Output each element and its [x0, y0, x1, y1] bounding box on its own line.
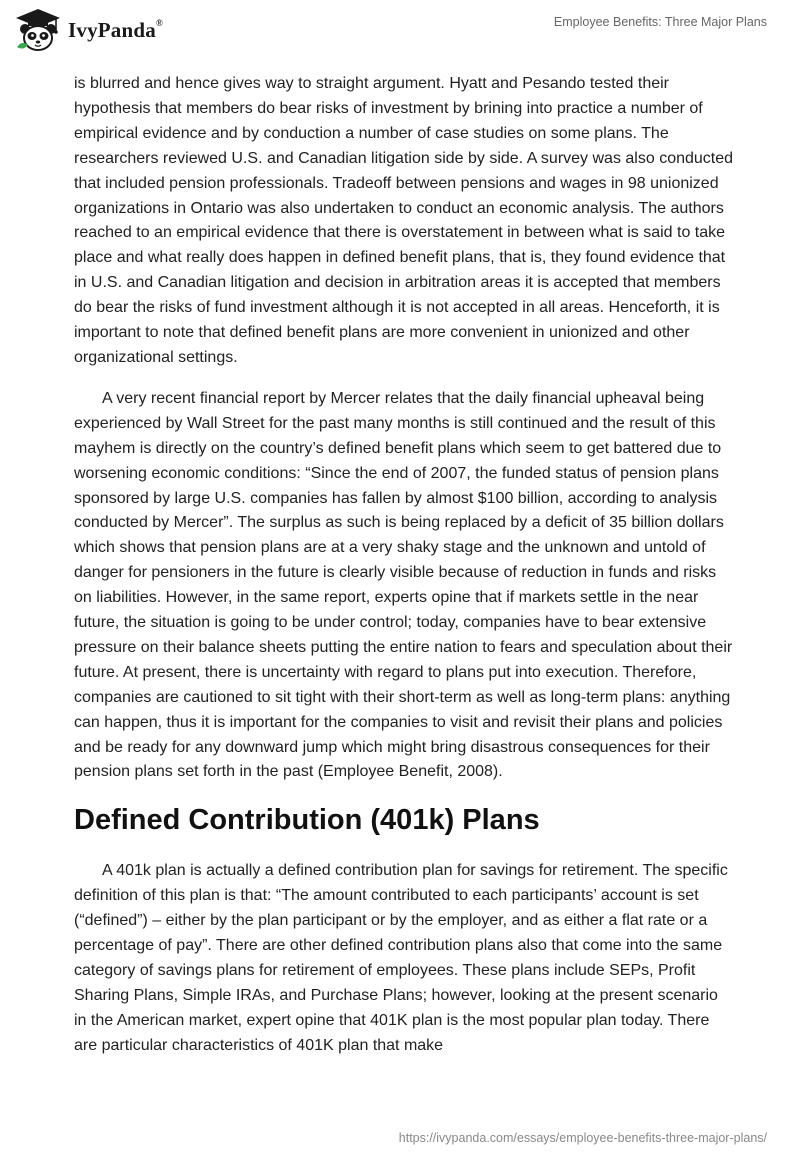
- brand-name: IvyPanda®: [68, 17, 163, 42]
- paragraph-3: A 401k plan is actually a defined contribution plan for savings for retirement. The specific definition of this plan is that: “The amount contributed to each participants’ account is set (“defined”) – either by the plan participant or by the employer, and as either a flat rate or a percentage of pay”. There are other defined contribution plans also that come into the same category of savings plans for retirement of employees. These plans include SEPs, Profit Sharing Plans, Simple IRAs, and Purchase Plans; however, looking at the present scenario in the American market, expert opine that 401K plan is the most popular plan today. There are particular characteristics of 401K plan that make: [74, 862, 728, 1054]
- document-title: Employee Benefits: Three Major Plans: [553, 15, 767, 29]
- graduation-panda-icon: [14, 7, 62, 53]
- ivypanda-logo[interactable]: [14, 7, 163, 53]
- registered-mark: ®: [155, 17, 163, 28]
- section-heading: Defined Contribution (401k) Plans: [74, 804, 540, 837]
- source-url[interactable]: https://ivypanda.com/essays/employee-benefits-three-major-plans/: [398, 1131, 767, 1145]
- paragraph-2: A very recent financial report by Mercer relates that the daily financial upheaval being experienced by Wall Street for the past many months is still continued and the result of this mayhem is directly on the country’s defined benefit plans which seem to get battered due to worsening economic conditions: “Since the end of 2007, the funded status of pension plans sponsored by large U.S. companies has fallen by almost $100 billion, according to analysis conducted by Mercer”. The surplus as such is being replaced by a deficit of 35 billion dollars which shows that pension plans are at a very shaky stage and the unknown and untold of danger for pensioners in the future is clearly visible because of reduction in funds and risks on liabilities. However, in the same report, experts opine that if markets settle in the near future, the situation is going to be under control; today, companies have to bear extensive pressure on their balance sheets putting the entire nation to fears and speculation about their future. At present, there is uncertainty with regard to plans put into execution. Therefore, companies are cautioned to sit tight with their short-term as well as long-term plans: anything can happen, thus it is important for the companies to visit and revisit their plans and policies and be ready for any downward jump which might bring disastrous consequences for their pension plans set forth in the past (Employee Benefit, 2008).: [74, 389, 733, 781]
- article-body: [74, 72, 734, 1075]
- page-header: [0, 0, 800, 60]
- paragraph-1: is blurred and hence gives way to straight argument. Hyatt and Pesando tested their hypothesis that members do bear risks of investment by brining into practice a number of empirical evidence and by conduction a number of case studies on some plans. The researchers reviewed U.S. and Canadian litigation side by side. A survey was also conducted that included pension professionals. Tradeoff between pensions and wages in 98 unionized organizations in Ontario was also undertaken to conduct an economic analysis. The authors reached to an empirical evidence that there is overstatement in between what is said to take place and what really does happen in defined benefit plans, that is, they found evidence that in U.S. and Canadian litigation and decision in arbitration areas it is accepted that members do bear the risks of fund investment although it is not accepted in all areas. Henceforth, it is important to note that defined benefit plans are more convenient in unionized and other organizational settings.: [74, 75, 734, 366]
